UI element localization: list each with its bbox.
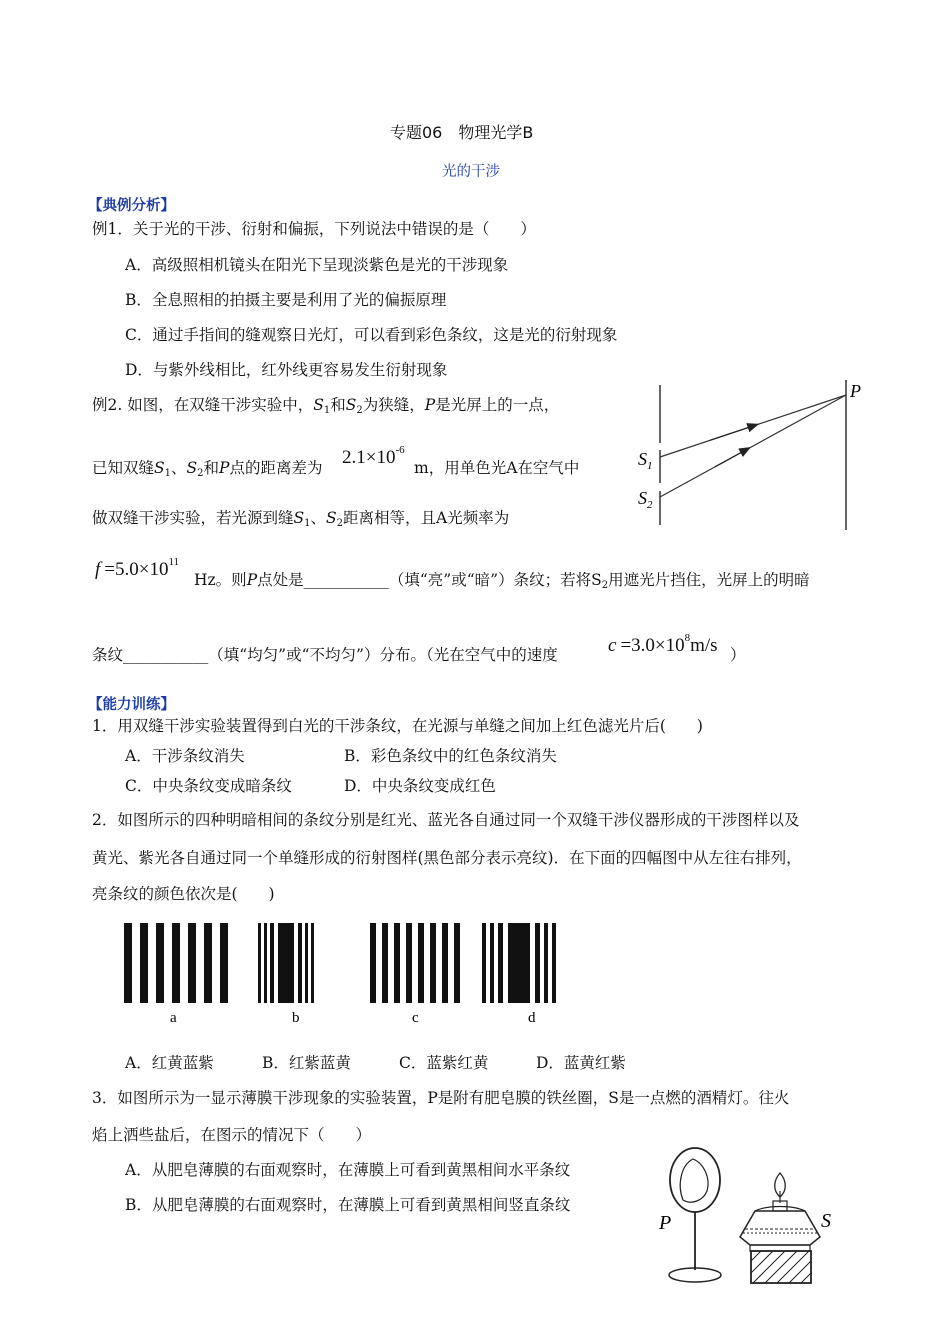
label-s1-sub: 1 [647, 460, 653, 472]
speed-exponent: 8 [684, 632, 691, 644]
speed-formula [608, 632, 718, 657]
s1-symbol: S [154, 459, 165, 477]
s2-subscript: 2 [197, 468, 204, 479]
frequency-mantissa: =5.0×10 [104, 559, 169, 580]
q2-option-c: C．蓝紫红黄 [399, 1054, 489, 1072]
s2-symbol: S [186, 459, 198, 477]
ex2-l3-b: 距离相等，且A光频率为 [343, 509, 510, 527]
alcohol-lamp-s [740, 1173, 820, 1251]
f-symbol: f [95, 559, 101, 580]
c-symbol: c [608, 635, 617, 656]
ex2-l2-and: 和 [203, 459, 220, 477]
s2-symbol: S [345, 396, 357, 414]
double-slit-diagram [630, 375, 870, 535]
ex2-l4-c: 用遮光片挡住，光屏上的明暗 [608, 571, 810, 589]
speed-mantissa: =3.0×10 [620, 635, 685, 656]
ex1-option-d: D．与紫外线相比，红外线更容易发生衍射现象 [125, 361, 448, 379]
ex1-option-a: A．高级照相机镜头在阳光下呈现淡紫色是光的干涉现象 [125, 256, 509, 274]
speed-unit: m/s [690, 635, 718, 656]
frequency-exponent: 11 [168, 556, 180, 568]
ex1-option-c: C．通过手指间的缝观察日光灯，可以看到彩色条纹，这是光的衍射现象 [125, 326, 618, 344]
p-symbol: P [246, 571, 258, 589]
frequency-formula [95, 556, 179, 581]
distance-exponent: -6 [395, 444, 405, 456]
q2-option-a: A．红黄蓝紫 [125, 1054, 214, 1072]
s2-subscript: 2 [356, 405, 363, 416]
ex2-l3-a: 做双缝干涉实验，若光源到缝 [92, 509, 294, 527]
arrow-s1 [710, 424, 758, 440]
section-training-heading: 【能力训练】 [88, 697, 175, 713]
label-s2 [638, 488, 653, 511]
s2-subscript: 2 [336, 518, 344, 529]
fringe-label-a: a [170, 1010, 177, 1026]
q3-line-2: 焰上洒些盐后，在图示的情况下（ ） [92, 1126, 372, 1144]
label-s: S [821, 1210, 831, 1232]
wire-loop-p [669, 1148, 721, 1282]
q1-option-b: B．彩色条纹中的红色条纹消失 [344, 747, 557, 765]
q2-line-1: 2．如图所示的四种明暗相间的条纹分别是红光、蓝光各自通过同一个双缝干涉仪器形成的干涉图样以及 [92, 811, 800, 829]
q3-option-a: A．从肥皂薄膜的右面观察时，在薄膜上可看到黄黑相间水平条纹 [125, 1161, 571, 1179]
s1-symbol: S [313, 396, 324, 414]
ex2-l2-a: 已知双缝 [92, 459, 155, 477]
label-p: P [850, 381, 861, 401]
ex2-line-3 [92, 508, 509, 534]
label-s2-s: S [638, 488, 647, 508]
ex2-l1-b: 为狭缝， [362, 396, 425, 414]
topic-subtitle: 光的干涉 [442, 164, 500, 180]
q1-option-d: D．中央条纹变成红色 [344, 777, 496, 795]
fringe-pattern-a [124, 923, 228, 1003]
s1-subscript: 1 [304, 518, 311, 529]
q1-option-c: C．中央条纹变成暗条纹 [125, 777, 292, 795]
ex2-l5-a: 条纹___________（填“均匀”或“不均匀”）分布。（光在空气中的速度 [92, 646, 558, 664]
ex2-l1-and: 和 [330, 396, 346, 414]
page-title: 专题06 物理光学B [390, 123, 534, 142]
ex2-l4-a: Hz。则 [194, 571, 247, 589]
p-symbol: P [424, 396, 436, 414]
ex2-line-1 [92, 395, 559, 421]
distance-formula [342, 444, 405, 469]
fringe-label-d: d [528, 1010, 536, 1026]
arrow-s2 [715, 448, 750, 467]
ex1-stem: 例1．关于光的干涉、衍射和偏振，下列说法中错误的是（ ） [92, 220, 536, 238]
p-symbol: P [219, 459, 230, 477]
ex2-line-2 [92, 458, 323, 484]
q1-stem: 1．用双缝干涉实验装置得到白光的干涉条纹，在光源与单缝之间加上红色滤光片后( ) [92, 717, 703, 735]
fringe-pattern-d [482, 923, 556, 1003]
s2-symbol: S [326, 509, 337, 527]
fringe-pattern-b [258, 923, 314, 1003]
label-s1-s: S [638, 449, 647, 469]
q2-option-d: D．蓝黄红紫 [536, 1054, 626, 1072]
s1-symbol: S [293, 509, 305, 527]
s1-subscript: 1 [323, 405, 331, 416]
ex2-l2-sep: 、 [171, 459, 187, 477]
q2-line-2: 黄光、紫光各自通过同一个单缝形成的衍射图样(黑色部分表示亮纹)．在下面的四幅图中从左往右排列， [92, 849, 802, 867]
fringe-pattern-c [370, 923, 460, 1003]
lamp-block [751, 1251, 811, 1283]
ex2-l2-sep: 、 [310, 509, 327, 527]
s1-subscript: 1 [164, 468, 172, 479]
ex2-l4-b: 点处是___________（填“亮”或“暗”）条纹；若将S [257, 571, 602, 589]
fringe-patterns-figure [118, 918, 588, 1030]
soap-film-apparatus-figure [655, 1145, 865, 1290]
ex2-l5-b: ） [730, 646, 746, 664]
ex2-l2-b: 点的距离差为 [229, 459, 323, 477]
distance-mantissa: 2.1×10 [342, 447, 396, 468]
section-example-heading: 【典例分析】 [88, 198, 175, 214]
label-p: P [659, 1212, 672, 1234]
q3-line-1: 3．如图所示为一显示薄膜干涉现象的实验装置，P是附有肥皂膜的铁丝圈，S是一点燃的酒精灯。往火 [92, 1089, 790, 1107]
label-s1 [638, 449, 653, 472]
ex2-l2-c: m，用单色光A在空气中 [414, 459, 580, 477]
fringe-label-c: c [412, 1010, 419, 1026]
ex2-l1-c: 是光屏上的一点， [435, 396, 560, 414]
s2-subscript: 2 [601, 580, 609, 591]
q2-option-b: B．红紫蓝黄 [262, 1054, 351, 1072]
label-s2-sub: 2 [647, 499, 653, 511]
ray-s2 [660, 395, 846, 497]
fringe-label-b: b [292, 1010, 300, 1026]
q2-line-3: 亮条纹的颜色依次是( ) [92, 885, 275, 903]
q1-option-a: A．干涉条纹消失 [125, 747, 245, 765]
ex1-option-b: B．全息照相的拍摄主要是利用了光的偏振原理 [125, 291, 447, 309]
q3-option-b: B．从肥皂薄膜的右面观察时，在薄膜上可看到黄黑相间竖直条纹 [125, 1196, 571, 1214]
ex2-line-4 [194, 570, 810, 596]
ex2-l1-a: 例2. 如图，在双缝干涉实验中， [92, 396, 314, 414]
